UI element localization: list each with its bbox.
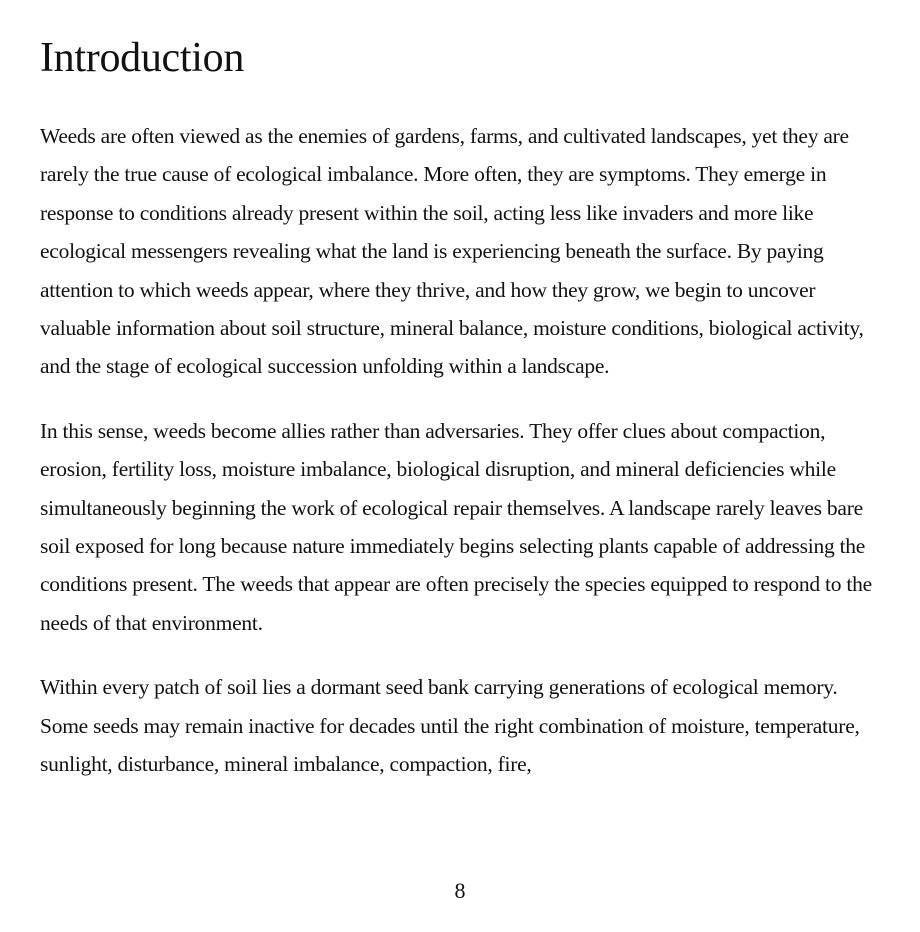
chapter-heading: Introduction — [40, 35, 245, 81]
page-number: 8 — [454, 878, 466, 903]
body-paragraph: In this sense, weeds become allies rather than adversaries. They offer clues about compaction, erosion, fertility loss, moisture imbalance, biological disruption, and mineral deficiencies while simultaneously beginning the work of ecological repair themselves. A landscape rarely leaves bare soil exposed for long because nature immediately begins selecting plants capable of addressing the conditions present. The weeds that appear are often precisely the species equipped to respond to the needs of that environment. — [40, 418, 872, 635]
body-paragraph: Weeds are often viewed as the enemies of gardens, farms, and cultivated landscapes, yet they are rarely the true cause of ecological imbalance. More often, they are symptoms. They emerge in response to conditions already present within the soil, acting less like invaders and more like ecological messengers revealing what the land is experiencing beneath the surface. By paying attention to which weeds appear, where they thrive, and how they grow, we begin to uncover valuable information about soil structure, mineral balance, moisture conditions, biological activity, and the stage of ecological succession unfolding within a landscape. — [40, 124, 864, 379]
document-page — [40, 0, 885, 784]
body-paragraph: Within every patch of soil lies a dormant seed bank carrying generations of ecological memory. Some seeds may remain inactive for decades until the right combination of moisture, temperature, sunlight, disturbance, mineral imbalance, compaction, fire, — [40, 675, 860, 777]
